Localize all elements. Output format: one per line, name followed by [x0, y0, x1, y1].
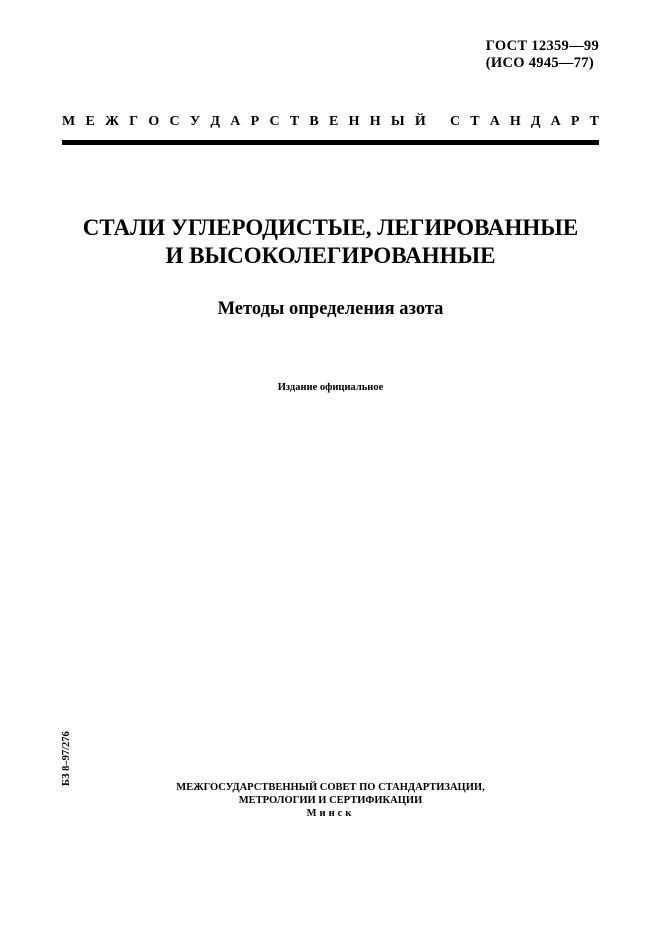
letter: Т: [589, 114, 599, 129]
letter: М: [62, 114, 76, 129]
standard-designation: [486, 38, 599, 72]
letter: Ы: [390, 114, 405, 129]
side-registration-code: БЗ 8–97/276: [61, 731, 72, 786]
letter: Т: [470, 114, 480, 129]
publisher-line-1: МЕЖГОСУДАРСТВЕННЫЙ СОВЕТ ПО СТАНДАРТИЗАЦИИ,: [176, 782, 485, 793]
heading-divider: [62, 140, 599, 145]
letter: Р: [570, 114, 580, 129]
title-line-2: И ВЫСОКОЛЕГИРОВАННЫЕ: [165, 243, 496, 268]
letter: Т: [289, 114, 300, 129]
letter: Д: [210, 114, 221, 129]
designation-iso: (ИСО 4945—77): [485, 55, 594, 71]
publisher-city: Минск: [306, 808, 355, 819]
letter: Е: [85, 114, 95, 129]
letter: У: [189, 114, 201, 129]
letter: А: [550, 114, 561, 129]
document-subtitle: Методы определения азота: [217, 299, 444, 319]
title-line-1: СТАЛИ УГЛЕРОДИСТЫЕ, ЛЕГИРОВАННЫЕ: [82, 215, 579, 240]
publisher-line-2: МЕТРОЛОГИИ И СЕРТИФИКАЦИИ: [238, 795, 423, 806]
letter: Ж: [105, 114, 119, 129]
letter: Й: [414, 114, 426, 129]
letter: Н: [369, 114, 381, 129]
letter: А: [230, 114, 241, 129]
letter: В: [309, 114, 319, 129]
edition-note: Издание официальное: [277, 382, 384, 393]
letter: А: [489, 114, 500, 129]
letter: Р: [250, 114, 260, 129]
letter: О: [148, 114, 160, 129]
standard-type-word-1: [62, 113, 426, 131]
letter: С: [269, 114, 280, 129]
letter: Е: [329, 114, 339, 129]
publisher-block: [40, 781, 621, 820]
letter: Д: [530, 114, 541, 129]
standard-type-heading: [62, 113, 599, 131]
letter: Н: [509, 114, 521, 129]
designation-gost: ГОСТ 12359—99: [485, 38, 599, 54]
letter: С: [169, 114, 180, 129]
letter: Н: [348, 114, 360, 129]
document-title: [40, 214, 621, 270]
letter: С: [450, 114, 461, 129]
letter: Г: [129, 114, 139, 129]
standard-type-word-2: [450, 113, 599, 131]
